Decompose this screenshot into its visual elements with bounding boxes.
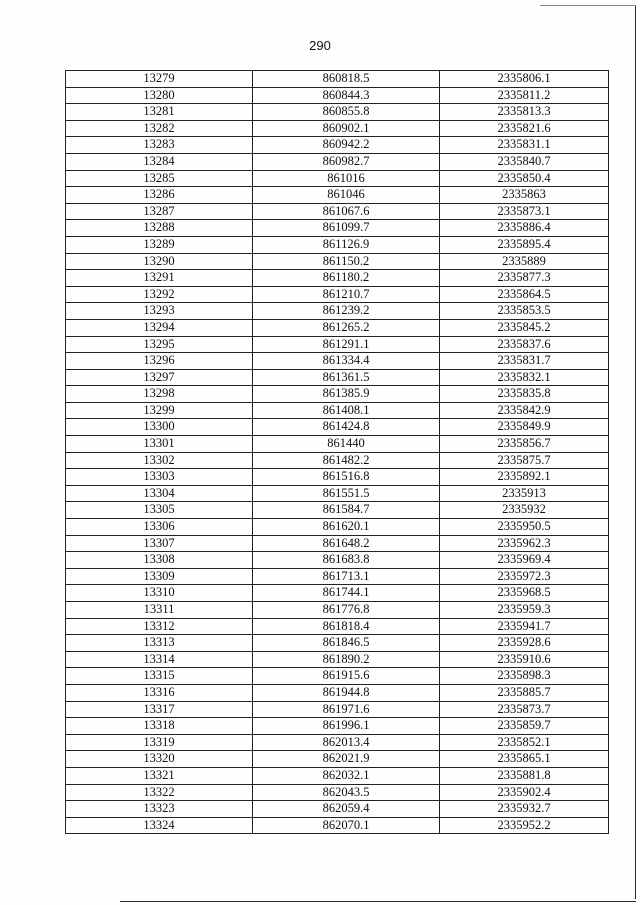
point-number-cell: 13294	[66, 319, 253, 336]
y-coordinate-cell: 2335813.3	[440, 104, 609, 121]
y-coordinate-cell: 2335852.1	[440, 734, 609, 751]
table-row	[66, 535, 609, 552]
point-number-cell: 13282	[66, 120, 253, 137]
point-number-cell: 13286	[66, 187, 253, 204]
point-number-cell: 13322	[66, 784, 253, 801]
y-coordinate-cell: 2335850.4	[440, 170, 609, 187]
coordinates-table-body	[66, 71, 609, 834]
point-number-cell: 13280	[66, 87, 253, 104]
point-number-cell: 13317	[66, 701, 253, 718]
y-coordinate-cell: 2335875.7	[440, 452, 609, 469]
x-coordinate-cell: 861239.2	[253, 303, 440, 320]
x-coordinate-cell: 861361.5	[253, 369, 440, 386]
y-coordinate-cell: 2335873.1	[440, 203, 609, 220]
point-number-cell: 13297	[66, 369, 253, 386]
point-number-cell: 13321	[66, 767, 253, 784]
x-coordinate-cell: 861099.7	[253, 220, 440, 237]
table-row	[66, 817, 609, 834]
table-row	[66, 419, 609, 436]
x-coordinate-cell: 861067.6	[253, 203, 440, 220]
y-coordinate-cell: 2335886.4	[440, 220, 609, 237]
table-row	[66, 71, 609, 88]
x-coordinate-cell: 861385.9	[253, 386, 440, 403]
x-coordinate-cell: 862021.9	[253, 751, 440, 768]
y-coordinate-cell: 2335837.6	[440, 336, 609, 353]
point-number-cell: 13320	[66, 751, 253, 768]
table-row	[66, 552, 609, 569]
y-coordinate-cell: 2335881.8	[440, 767, 609, 784]
x-coordinate-cell: 861818.4	[253, 618, 440, 635]
table-row	[66, 767, 609, 784]
y-coordinate-cell: 2335928.6	[440, 635, 609, 652]
table-row	[66, 684, 609, 701]
coordinates-table	[65, 70, 609, 834]
y-coordinate-cell: 2335950.5	[440, 519, 609, 536]
y-coordinate-cell: 2335831.7	[440, 353, 609, 370]
point-number-cell: 13293	[66, 303, 253, 320]
x-coordinate-cell: 862059.4	[253, 801, 440, 818]
point-number-cell: 13303	[66, 469, 253, 486]
table-row	[66, 485, 609, 502]
y-coordinate-cell: 2335835.8	[440, 386, 609, 403]
point-number-cell: 13291	[66, 270, 253, 287]
table-row	[66, 701, 609, 718]
x-coordinate-cell: 861016	[253, 170, 440, 187]
table-row	[66, 87, 609, 104]
y-coordinate-cell: 2335811.2	[440, 87, 609, 104]
point-number-cell: 13318	[66, 718, 253, 735]
table-row	[66, 651, 609, 668]
y-coordinate-cell: 2335889	[440, 253, 609, 270]
table-row	[66, 751, 609, 768]
table-row	[66, 502, 609, 519]
point-number-cell: 13292	[66, 286, 253, 303]
table-row	[66, 104, 609, 121]
table-row	[66, 436, 609, 453]
y-coordinate-cell: 2335877.3	[440, 270, 609, 287]
point-number-cell: 13304	[66, 485, 253, 502]
point-number-cell: 13279	[66, 71, 253, 88]
point-number-cell: 13281	[66, 104, 253, 121]
y-coordinate-cell: 2335902.4	[440, 784, 609, 801]
y-coordinate-cell: 2335895.4	[440, 236, 609, 253]
table-row	[66, 236, 609, 253]
x-coordinate-cell: 860844.3	[253, 87, 440, 104]
y-coordinate-cell: 2335932.7	[440, 801, 609, 818]
table-row	[66, 668, 609, 685]
page-edge-top	[540, 5, 636, 6]
x-coordinate-cell: 862032.1	[253, 767, 440, 784]
y-coordinate-cell: 2335865.1	[440, 751, 609, 768]
x-coordinate-cell: 861971.6	[253, 701, 440, 718]
point-number-cell: 13302	[66, 452, 253, 469]
x-coordinate-cell: 861551.5	[253, 485, 440, 502]
y-coordinate-cell: 2335972.3	[440, 568, 609, 585]
y-coordinate-cell: 2335968.5	[440, 585, 609, 602]
table-row	[66, 402, 609, 419]
x-coordinate-cell: 861150.2	[253, 253, 440, 270]
x-coordinate-cell: 861046	[253, 187, 440, 204]
x-coordinate-cell: 861265.2	[253, 319, 440, 336]
point-number-cell: 13323	[66, 801, 253, 818]
x-coordinate-cell: 860855.8	[253, 104, 440, 121]
point-number-cell: 13314	[66, 651, 253, 668]
table-row	[66, 270, 609, 287]
table-row	[66, 170, 609, 187]
y-coordinate-cell: 2335832.1	[440, 369, 609, 386]
table-row	[66, 618, 609, 635]
table-row	[66, 568, 609, 585]
point-number-cell: 13315	[66, 668, 253, 685]
y-coordinate-cell: 2335962.3	[440, 535, 609, 552]
x-coordinate-cell: 860942.2	[253, 137, 440, 154]
y-coordinate-cell: 2335910.6	[440, 651, 609, 668]
x-coordinate-cell: 861713.1	[253, 568, 440, 585]
x-coordinate-cell: 861890.2	[253, 651, 440, 668]
x-coordinate-cell: 861744.1	[253, 585, 440, 602]
y-coordinate-cell: 2335842.9	[440, 402, 609, 419]
page-number: 290	[309, 38, 331, 53]
table-row	[66, 220, 609, 237]
x-coordinate-cell: 862043.5	[253, 784, 440, 801]
point-number-cell: 13287	[66, 203, 253, 220]
point-number-cell: 13319	[66, 734, 253, 751]
point-number-cell: 13306	[66, 519, 253, 536]
x-coordinate-cell: 861620.1	[253, 519, 440, 536]
x-coordinate-cell: 861291.1	[253, 336, 440, 353]
table-row	[66, 203, 609, 220]
point-number-cell: 13305	[66, 502, 253, 519]
x-coordinate-cell: 861482.2	[253, 452, 440, 469]
page-edge-right	[635, 6, 636, 899]
x-coordinate-cell: 861648.2	[253, 535, 440, 552]
y-coordinate-cell: 2335863	[440, 187, 609, 204]
y-coordinate-cell: 2335873.7	[440, 701, 609, 718]
y-coordinate-cell: 2335840.7	[440, 153, 609, 170]
point-number-cell: 13311	[66, 602, 253, 619]
x-coordinate-cell: 861440	[253, 436, 440, 453]
point-number-cell: 13290	[66, 253, 253, 270]
point-number-cell: 13301	[66, 436, 253, 453]
table-row	[66, 386, 609, 403]
x-coordinate-cell: 861424.8	[253, 419, 440, 436]
table-row	[66, 734, 609, 751]
point-number-cell: 13307	[66, 535, 253, 552]
y-coordinate-cell: 2335845.2	[440, 319, 609, 336]
point-number-cell: 13288	[66, 220, 253, 237]
point-number-cell: 13310	[66, 585, 253, 602]
table-row	[66, 718, 609, 735]
x-coordinate-cell: 861915.6	[253, 668, 440, 685]
x-coordinate-cell: 861944.8	[253, 684, 440, 701]
table-row	[66, 635, 609, 652]
point-number-cell: 13285	[66, 170, 253, 187]
table-row	[66, 120, 609, 137]
point-number-cell: 13308	[66, 552, 253, 569]
y-coordinate-cell: 2335856.7	[440, 436, 609, 453]
x-coordinate-cell: 861210.7	[253, 286, 440, 303]
table-row	[66, 585, 609, 602]
table-row	[66, 369, 609, 386]
x-coordinate-cell: 861996.1	[253, 718, 440, 735]
y-coordinate-cell: 2335853.5	[440, 303, 609, 320]
y-coordinate-cell: 2335892.1	[440, 469, 609, 486]
table-row	[66, 319, 609, 336]
table-row	[66, 303, 609, 320]
x-coordinate-cell: 860982.7	[253, 153, 440, 170]
table-row	[66, 602, 609, 619]
point-number-cell: 13284	[66, 153, 253, 170]
y-coordinate-cell: 2335913	[440, 485, 609, 502]
y-coordinate-cell: 2335885.7	[440, 684, 609, 701]
table-row	[66, 286, 609, 303]
table-row	[66, 253, 609, 270]
x-coordinate-cell: 861584.7	[253, 502, 440, 519]
x-coordinate-cell: 860818.5	[253, 71, 440, 88]
y-coordinate-cell: 2335932	[440, 502, 609, 519]
x-coordinate-cell: 861776.8	[253, 602, 440, 619]
y-coordinate-cell: 2335806.1	[440, 71, 609, 88]
point-number-cell: 13313	[66, 635, 253, 652]
x-coordinate-cell: 862070.1	[253, 817, 440, 834]
x-coordinate-cell: 861180.2	[253, 270, 440, 287]
x-coordinate-cell: 861126.9	[253, 236, 440, 253]
table-row	[66, 452, 609, 469]
table-row	[66, 801, 609, 818]
table-row	[66, 469, 609, 486]
page-edge-bottom	[120, 901, 636, 902]
x-coordinate-cell: 861846.5	[253, 635, 440, 652]
x-coordinate-cell: 861334.4	[253, 353, 440, 370]
x-coordinate-cell: 861408.1	[253, 402, 440, 419]
table-row	[66, 153, 609, 170]
point-number-cell: 13309	[66, 568, 253, 585]
y-coordinate-cell: 2335959.3	[440, 602, 609, 619]
point-number-cell: 13316	[66, 684, 253, 701]
point-number-cell: 13312	[66, 618, 253, 635]
point-number-cell: 13324	[66, 817, 253, 834]
table-row	[66, 187, 609, 204]
y-coordinate-cell: 2335898.3	[440, 668, 609, 685]
table-row	[66, 353, 609, 370]
table-row	[66, 336, 609, 353]
x-coordinate-cell: 861516.8	[253, 469, 440, 486]
point-number-cell: 13298	[66, 386, 253, 403]
point-number-cell: 13296	[66, 353, 253, 370]
table-row	[66, 519, 609, 536]
x-coordinate-cell: 860902.1	[253, 120, 440, 137]
point-number-cell: 13300	[66, 419, 253, 436]
y-coordinate-cell: 2335941.7	[440, 618, 609, 635]
y-coordinate-cell: 2335859.7	[440, 718, 609, 735]
point-number-cell: 13283	[66, 137, 253, 154]
point-number-cell: 13289	[66, 236, 253, 253]
table-row	[66, 784, 609, 801]
table-row	[66, 137, 609, 154]
y-coordinate-cell: 2335969.4	[440, 552, 609, 569]
y-coordinate-cell: 2335831.1	[440, 137, 609, 154]
y-coordinate-cell: 2335952.2	[440, 817, 609, 834]
x-coordinate-cell: 861683.8	[253, 552, 440, 569]
y-coordinate-cell: 2335821.6	[440, 120, 609, 137]
y-coordinate-cell: 2335864.5	[440, 286, 609, 303]
y-coordinate-cell: 2335849.9	[440, 419, 609, 436]
point-number-cell: 13295	[66, 336, 253, 353]
point-number-cell: 13299	[66, 402, 253, 419]
x-coordinate-cell: 862013.4	[253, 734, 440, 751]
